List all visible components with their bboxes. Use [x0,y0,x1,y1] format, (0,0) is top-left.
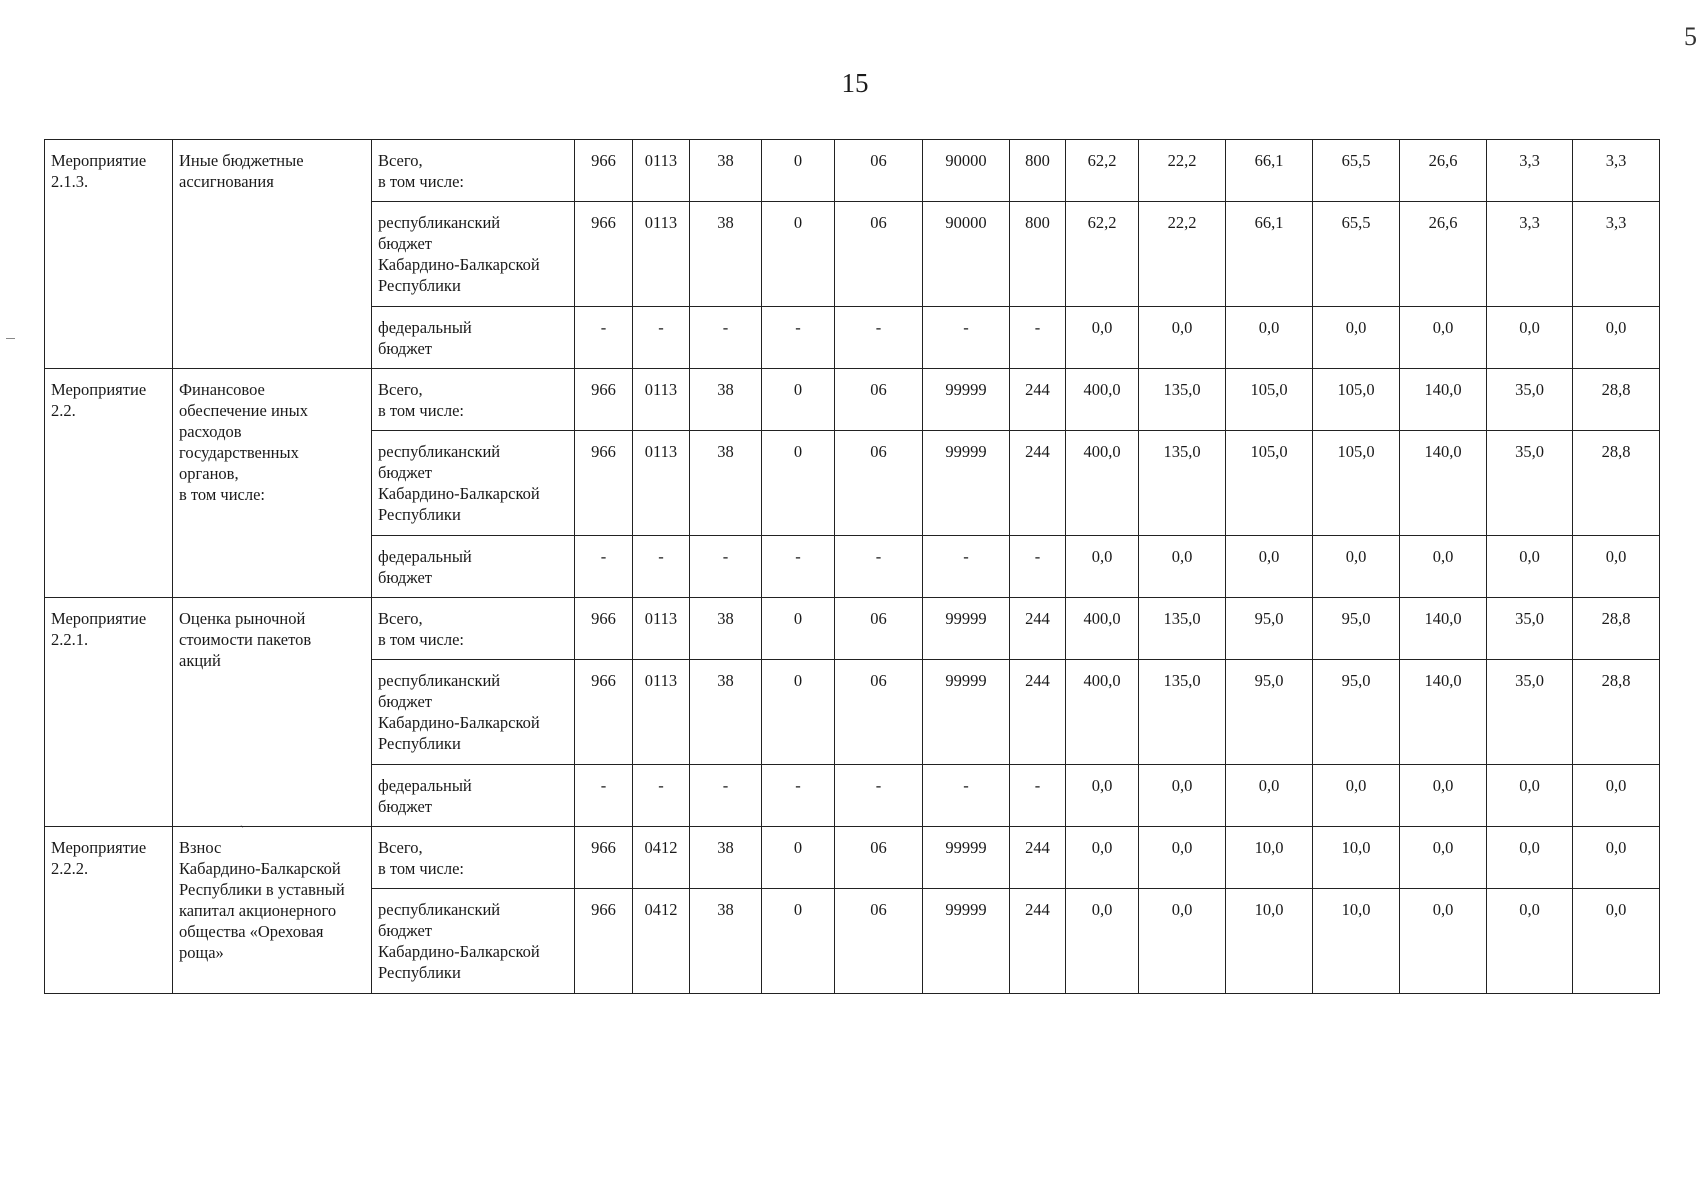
funding-source-cell [372,536,575,598]
code-cell: - [575,536,633,598]
funding-source-line: Всего, [378,838,423,857]
code-cell: - [690,307,762,369]
code-cell: - [762,536,835,598]
code-cell: 0 [762,827,835,889]
item-name-cell [173,140,372,369]
amount-cell: 105,0 [1313,431,1400,536]
code-cell: - [633,307,690,369]
funding-source-line: Кабардино-Балкарской [378,942,540,961]
funding-source-line: бюджет [378,568,432,587]
amount-cell: 0,0 [1066,889,1139,994]
code-cell: 99999 [923,598,1010,660]
amount-cell: 26,6 [1400,140,1487,202]
code-cell: 06 [835,827,923,889]
code-cell: - [835,536,923,598]
amount-cell: 95,0 [1226,660,1313,765]
amount-cell: 22,2 [1139,140,1226,202]
amount-cell: 0,0 [1139,307,1226,369]
amount-cell: 0,0 [1487,536,1573,598]
amount-cell: 95,0 [1313,598,1400,660]
amount-cell: 0,0 [1313,536,1400,598]
amount-cell: 140,0 [1400,431,1487,536]
code-cell: 0412 [633,827,690,889]
amount-cell: 0,0 [1400,765,1487,827]
amount-cell: 0,0 [1573,889,1660,994]
code-cell: 38 [690,827,762,889]
item-name-line: акций [179,651,221,670]
code-cell: 966 [575,140,633,202]
code-cell: 966 [575,660,633,765]
amount-cell: 0,0 [1139,889,1226,994]
code-cell: 0113 [633,369,690,431]
amount-cell: 95,0 [1226,598,1313,660]
code-cell: 90000 [923,202,1010,307]
code-cell: - [835,307,923,369]
code-cell: 99999 [923,889,1010,994]
amount-cell: 66,1 [1226,202,1313,307]
funding-source-line: бюджет [378,797,432,816]
item-name-line: обеспечение иных [179,401,308,420]
amount-cell: 0,0 [1066,307,1139,369]
amount-cell: 10,0 [1226,827,1313,889]
amount-cell: 35,0 [1487,598,1573,660]
amount-cell: 135,0 [1139,660,1226,765]
item-name-line: Кабардино-Балкарской [179,859,341,878]
amount-cell: 0,0 [1487,827,1573,889]
item-name-line: общества «Ореховая [179,922,324,941]
code-cell: 38 [690,660,762,765]
code-cell: 38 [690,140,762,202]
funding-source-cell [372,660,575,765]
funding-source-line: республиканский [378,671,501,690]
code-cell: - [575,765,633,827]
amount-cell: 3,3 [1573,202,1660,307]
item-cell: Мероприятие 2.2. [45,369,173,598]
amount-cell: 66,1 [1226,140,1313,202]
funding-source-cell [372,598,575,660]
budget-table [44,139,1660,994]
amount-cell: 35,0 [1487,431,1573,536]
amount-cell: 0,0 [1573,765,1660,827]
item-name-line: в том числе: [179,485,266,504]
amount-cell: 0,0 [1573,827,1660,889]
item-name-line: государственных [179,443,299,462]
item-name-line: капитал акционерного [179,901,337,920]
funding-source-cell [372,369,575,431]
amount-cell: 28,8 [1573,369,1660,431]
code-cell: 06 [835,889,923,994]
code-cell: 244 [1010,827,1066,889]
code-cell: 0113 [633,660,690,765]
item-name-line: стоимости пакетов [179,630,312,649]
item-name-cell [173,598,372,827]
amount-cell: 0,0 [1400,827,1487,889]
code-cell: - [923,765,1010,827]
code-cell: 0113 [633,202,690,307]
amount-cell: 135,0 [1139,431,1226,536]
code-cell: - [923,536,1010,598]
amount-cell: 400,0 [1066,369,1139,431]
funding-source-cell [372,431,575,536]
amount-cell: 0,0 [1313,765,1400,827]
amount-cell: 0,0 [1139,536,1226,598]
amount-cell: 105,0 [1226,431,1313,536]
amount-cell: 62,2 [1066,202,1139,307]
funding-source-line: Всего, [378,380,423,399]
item-name-line: Иные бюджетные ассигнования [179,151,304,191]
amount-cell: 22,2 [1139,202,1226,307]
code-cell: 99999 [923,660,1010,765]
code-cell: 0 [762,202,835,307]
amount-cell: 35,0 [1487,660,1573,765]
code-cell: - [633,765,690,827]
funding-source-line: в том числе: [378,401,465,420]
table-body [45,140,1660,994]
amount-cell: 0,0 [1139,827,1226,889]
code-cell: 0 [762,660,835,765]
code-cell: - [1010,536,1066,598]
amount-cell: 400,0 [1066,431,1139,536]
code-cell: - [690,765,762,827]
item-cell: Мероприятие 2.2.1. [45,598,173,827]
amount-cell: 3,3 [1573,140,1660,202]
code-cell: - [835,765,923,827]
amount-cell: 0,0 [1066,827,1139,889]
funding-source-line: федеральный [378,776,472,795]
code-cell: 06 [835,140,923,202]
table-row [45,140,1660,202]
code-cell: 06 [835,431,923,536]
code-cell: 38 [690,598,762,660]
code-cell: 966 [575,369,633,431]
code-cell: 800 [1010,202,1066,307]
code-cell: 966 [575,889,633,994]
margin-dash [6,338,15,339]
item-name-line: Взнос [179,838,222,857]
item-name-cell [173,369,372,598]
amount-cell: 400,0 [1066,660,1139,765]
amount-cell: 28,8 [1573,660,1660,765]
code-cell: 244 [1010,431,1066,536]
item-cell: Мероприятие 2.2.2. [45,827,173,994]
funding-source-line: бюджет [378,463,432,482]
funding-source-line: Республики [378,505,461,524]
funding-source-line: в том числе: [378,630,465,649]
amount-cell: 65,5 [1313,140,1400,202]
item-name-line: роща» [179,943,224,962]
amount-cell: 0,0 [1400,889,1487,994]
amount-cell: 135,0 [1139,598,1226,660]
funding-source-line: Кабардино-Балкарской [378,713,540,732]
code-cell: 99999 [923,827,1010,889]
code-cell: 0 [762,140,835,202]
amount-cell: 140,0 [1400,598,1487,660]
item-name-line: Финансовое [179,380,265,399]
stray-mark: ` [240,823,244,837]
table-row [45,598,1660,660]
amount-cell: 28,8 [1573,431,1660,536]
funding-source-line: федеральный [378,547,472,566]
code-cell: - [575,307,633,369]
code-cell: 0 [762,431,835,536]
funding-source-line: федеральный [378,318,472,337]
code-cell: - [1010,765,1066,827]
code-cell: 244 [1010,660,1066,765]
funding-source-cell [372,889,575,994]
amount-cell: 0,0 [1313,307,1400,369]
code-cell: 99999 [923,431,1010,536]
amount-cell: 0,0 [1226,307,1313,369]
code-cell: 0 [762,598,835,660]
funding-source-line: бюджет [378,339,432,358]
code-cell: 0113 [633,598,690,660]
funding-source-cell [372,827,575,889]
amount-cell: 65,5 [1313,202,1400,307]
code-cell: 966 [575,202,633,307]
funding-source-line: Кабардино-Балкарской [378,484,540,503]
funding-source-line: Республики [378,963,461,982]
amount-cell: 0,0 [1400,536,1487,598]
funding-source-line: в том числе: [378,859,465,878]
funding-source-cell [372,765,575,827]
amount-cell: 26,6 [1400,202,1487,307]
code-cell: 0412 [633,889,690,994]
code-cell: - [762,765,835,827]
code-cell: 0113 [633,140,690,202]
amount-cell: 0,0 [1226,536,1313,598]
code-cell: 966 [575,431,633,536]
item-name-line: расходов [179,422,242,441]
code-cell: 38 [690,889,762,994]
funding-source-line: Всего, [378,609,423,628]
code-cell: - [762,307,835,369]
amount-cell: 140,0 [1400,369,1487,431]
code-cell: - [633,536,690,598]
funding-source-line: в том числе: [378,172,465,191]
code-cell: - [1010,307,1066,369]
code-cell: 06 [835,202,923,307]
amount-cell: 140,0 [1400,660,1487,765]
amount-cell: 0,0 [1066,536,1139,598]
amount-cell: 0,0 [1139,765,1226,827]
amount-cell: 10,0 [1313,889,1400,994]
amount-cell: 95,0 [1313,660,1400,765]
code-cell: 38 [690,202,762,307]
amount-cell: 135,0 [1139,369,1226,431]
item-name-cell [173,827,372,994]
code-cell: 38 [690,431,762,536]
funding-source-line: Всего, [378,151,423,170]
code-cell: 06 [835,369,923,431]
funding-source-line: республиканский [378,442,501,461]
amount-cell: 105,0 [1313,369,1400,431]
code-cell: 0113 [633,431,690,536]
table-row [45,369,1660,431]
funding-source-line: бюджет [378,234,432,253]
code-cell: 244 [1010,598,1066,660]
code-cell: 99999 [923,369,1010,431]
table-row [45,827,1660,889]
code-cell: 38 [690,369,762,431]
code-cell: - [923,307,1010,369]
item-cell: Мероприятие 2.1.3. [45,140,173,369]
item-name-line: органов, [179,464,239,483]
edge-mark: 5 [1684,22,1697,51]
amount-cell: 0,0 [1066,765,1139,827]
amount-cell: 28,8 [1573,598,1660,660]
page-number: 15 [841,68,869,98]
amount-cell: 0,0 [1573,536,1660,598]
funding-source-line: республиканский [378,900,501,919]
funding-source-line: Кабардино-Балкарской [378,255,540,274]
amount-cell: 10,0 [1313,827,1400,889]
code-cell: 0 [762,369,835,431]
amount-cell: 10,0 [1226,889,1313,994]
amount-cell: 35,0 [1487,369,1573,431]
code-cell: 06 [835,598,923,660]
code-cell: 244 [1010,369,1066,431]
amount-cell: 62,2 [1066,140,1139,202]
code-cell: 966 [575,827,633,889]
amount-cell: 0,0 [1487,307,1573,369]
funding-source-cell [372,307,575,369]
code-cell: 90000 [923,140,1010,202]
funding-source-line: республиканский [378,213,501,232]
amount-cell: 0,0 [1487,889,1573,994]
code-cell: 06 [835,660,923,765]
amount-cell: 105,0 [1226,369,1313,431]
amount-cell: 400,0 [1066,598,1139,660]
code-cell: 0 [762,889,835,994]
amount-cell: 3,3 [1487,140,1573,202]
code-cell: 800 [1010,140,1066,202]
funding-source-cell [372,202,575,307]
item-name-line: Оценка рыночной [179,609,306,628]
amount-cell: 3,3 [1487,202,1573,307]
funding-source-line: Республики [378,734,461,753]
code-cell: - [690,536,762,598]
amount-cell: 0,0 [1400,307,1487,369]
funding-source-line: бюджет [378,921,432,940]
code-cell: 244 [1010,889,1066,994]
amount-cell: 0,0 [1487,765,1573,827]
funding-source-line: Республики [378,276,461,295]
item-name-line: Республики в уставный [179,880,345,899]
funding-source-line: бюджет [378,692,432,711]
code-cell: 966 [575,598,633,660]
amount-cell: 0,0 [1573,307,1660,369]
amount-cell: 0,0 [1226,765,1313,827]
funding-source-cell [372,140,575,202]
